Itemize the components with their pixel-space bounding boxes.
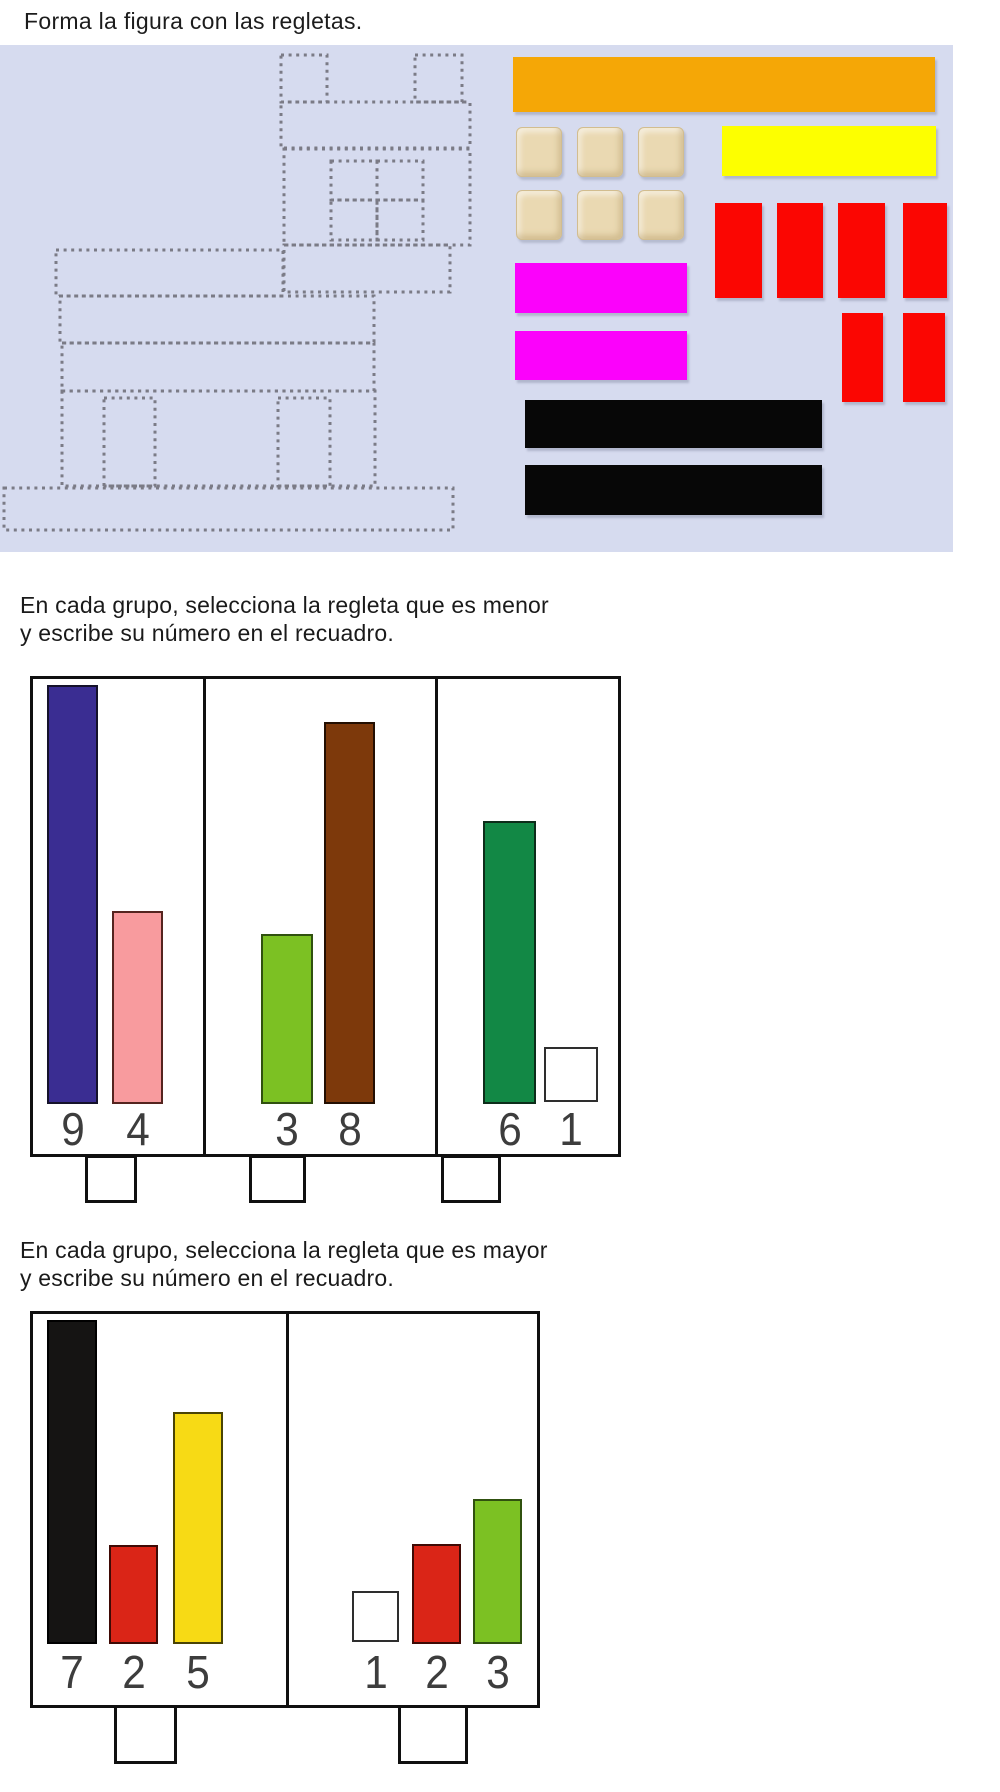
red-rod[interactable]	[777, 203, 823, 298]
figure-outline-rect	[415, 55, 462, 102]
group-divider	[286, 1311, 289, 1708]
rod-number-label: 3	[485, 1646, 510, 1698]
worksheet-title: Forma la figura con las regletas.	[24, 8, 363, 34]
rod-number-label: 2	[121, 1646, 146, 1698]
red-rod[interactable]	[903, 313, 945, 402]
black-rod[interactable]	[525, 400, 822, 448]
rod-number-label: 2	[424, 1646, 449, 1698]
instruction-menor-line1: En cada grupo, selecciona la regleta que es menor	[20, 592, 549, 618]
magenta-rod[interactable]	[515, 263, 687, 313]
rod-number-label: 8	[337, 1103, 362, 1155]
figure-outline-rect	[62, 343, 374, 391]
answer-box-mayor[interactable]	[398, 1705, 468, 1764]
figure-outline-rect	[377, 200, 423, 240]
group-frame-mayor	[30, 1311, 540, 1708]
figure-outline-rect	[331, 161, 377, 200]
rod-number-label: 3	[275, 1103, 299, 1155]
figure-outline-rect	[284, 245, 450, 292]
answer-box-menor[interactable]	[441, 1155, 501, 1203]
rod-number-label: 7	[60, 1646, 84, 1698]
tan-square[interactable]	[516, 127, 562, 177]
figure-outline-rect	[331, 200, 377, 240]
tan-square[interactable]	[516, 190, 562, 240]
figure-outline-rect	[377, 161, 423, 200]
red-rod[interactable]	[842, 313, 883, 402]
rod-number-label: 5	[186, 1646, 210, 1698]
instruction-mayor-line1: En cada grupo, selecciona la regleta que es mayor	[20, 1237, 548, 1263]
rods-panel	[0, 45, 953, 552]
tan-square[interactable]	[577, 190, 623, 240]
rod-number-label: 9	[60, 1103, 85, 1155]
figure-outline-rect	[60, 296, 374, 343]
yellow-rod[interactable]	[722, 126, 936, 176]
instruction-menor-line2: y escribe su número en el recuadro.	[20, 620, 394, 646]
instruction-mayor-line2: y escribe su número en el recuadro.	[20, 1265, 394, 1291]
red-rod[interactable]	[838, 203, 885, 298]
figure-outline-rect	[56, 250, 283, 296]
rod-number-label: 1	[559, 1103, 583, 1155]
group-frame-menor	[30, 676, 621, 1157]
answer-box-menor[interactable]	[85, 1155, 137, 1203]
figure-outline-rect	[281, 102, 470, 148]
group-divider	[203, 676, 206, 1157]
orange-rod[interactable]	[513, 57, 935, 112]
answer-box-mayor[interactable]	[114, 1705, 177, 1764]
rod-number-label: 4	[125, 1103, 150, 1155]
red-rod[interactable]	[715, 203, 762, 298]
red-rod[interactable]	[903, 203, 947, 298]
tan-square[interactable]	[577, 127, 623, 177]
answer-box-menor[interactable]	[249, 1155, 306, 1203]
magenta-rod[interactable]	[515, 331, 687, 380]
instruction-mayor	[20, 1236, 548, 1292]
tan-square[interactable]	[638, 127, 684, 177]
group-divider	[435, 676, 438, 1157]
figure-outline-rect	[281, 55, 327, 102]
rod-number-label: 6	[497, 1103, 522, 1155]
figure-outline-rect	[104, 398, 155, 486]
rod-number-label: 1	[363, 1646, 388, 1698]
tan-square[interactable]	[638, 190, 684, 240]
figure-outline-rect	[62, 391, 375, 486]
instruction-menor	[20, 591, 549, 647]
figure-outline-rect	[278, 398, 330, 486]
figure-outline-rect	[4, 488, 453, 530]
black-rod[interactable]	[525, 465, 822, 515]
